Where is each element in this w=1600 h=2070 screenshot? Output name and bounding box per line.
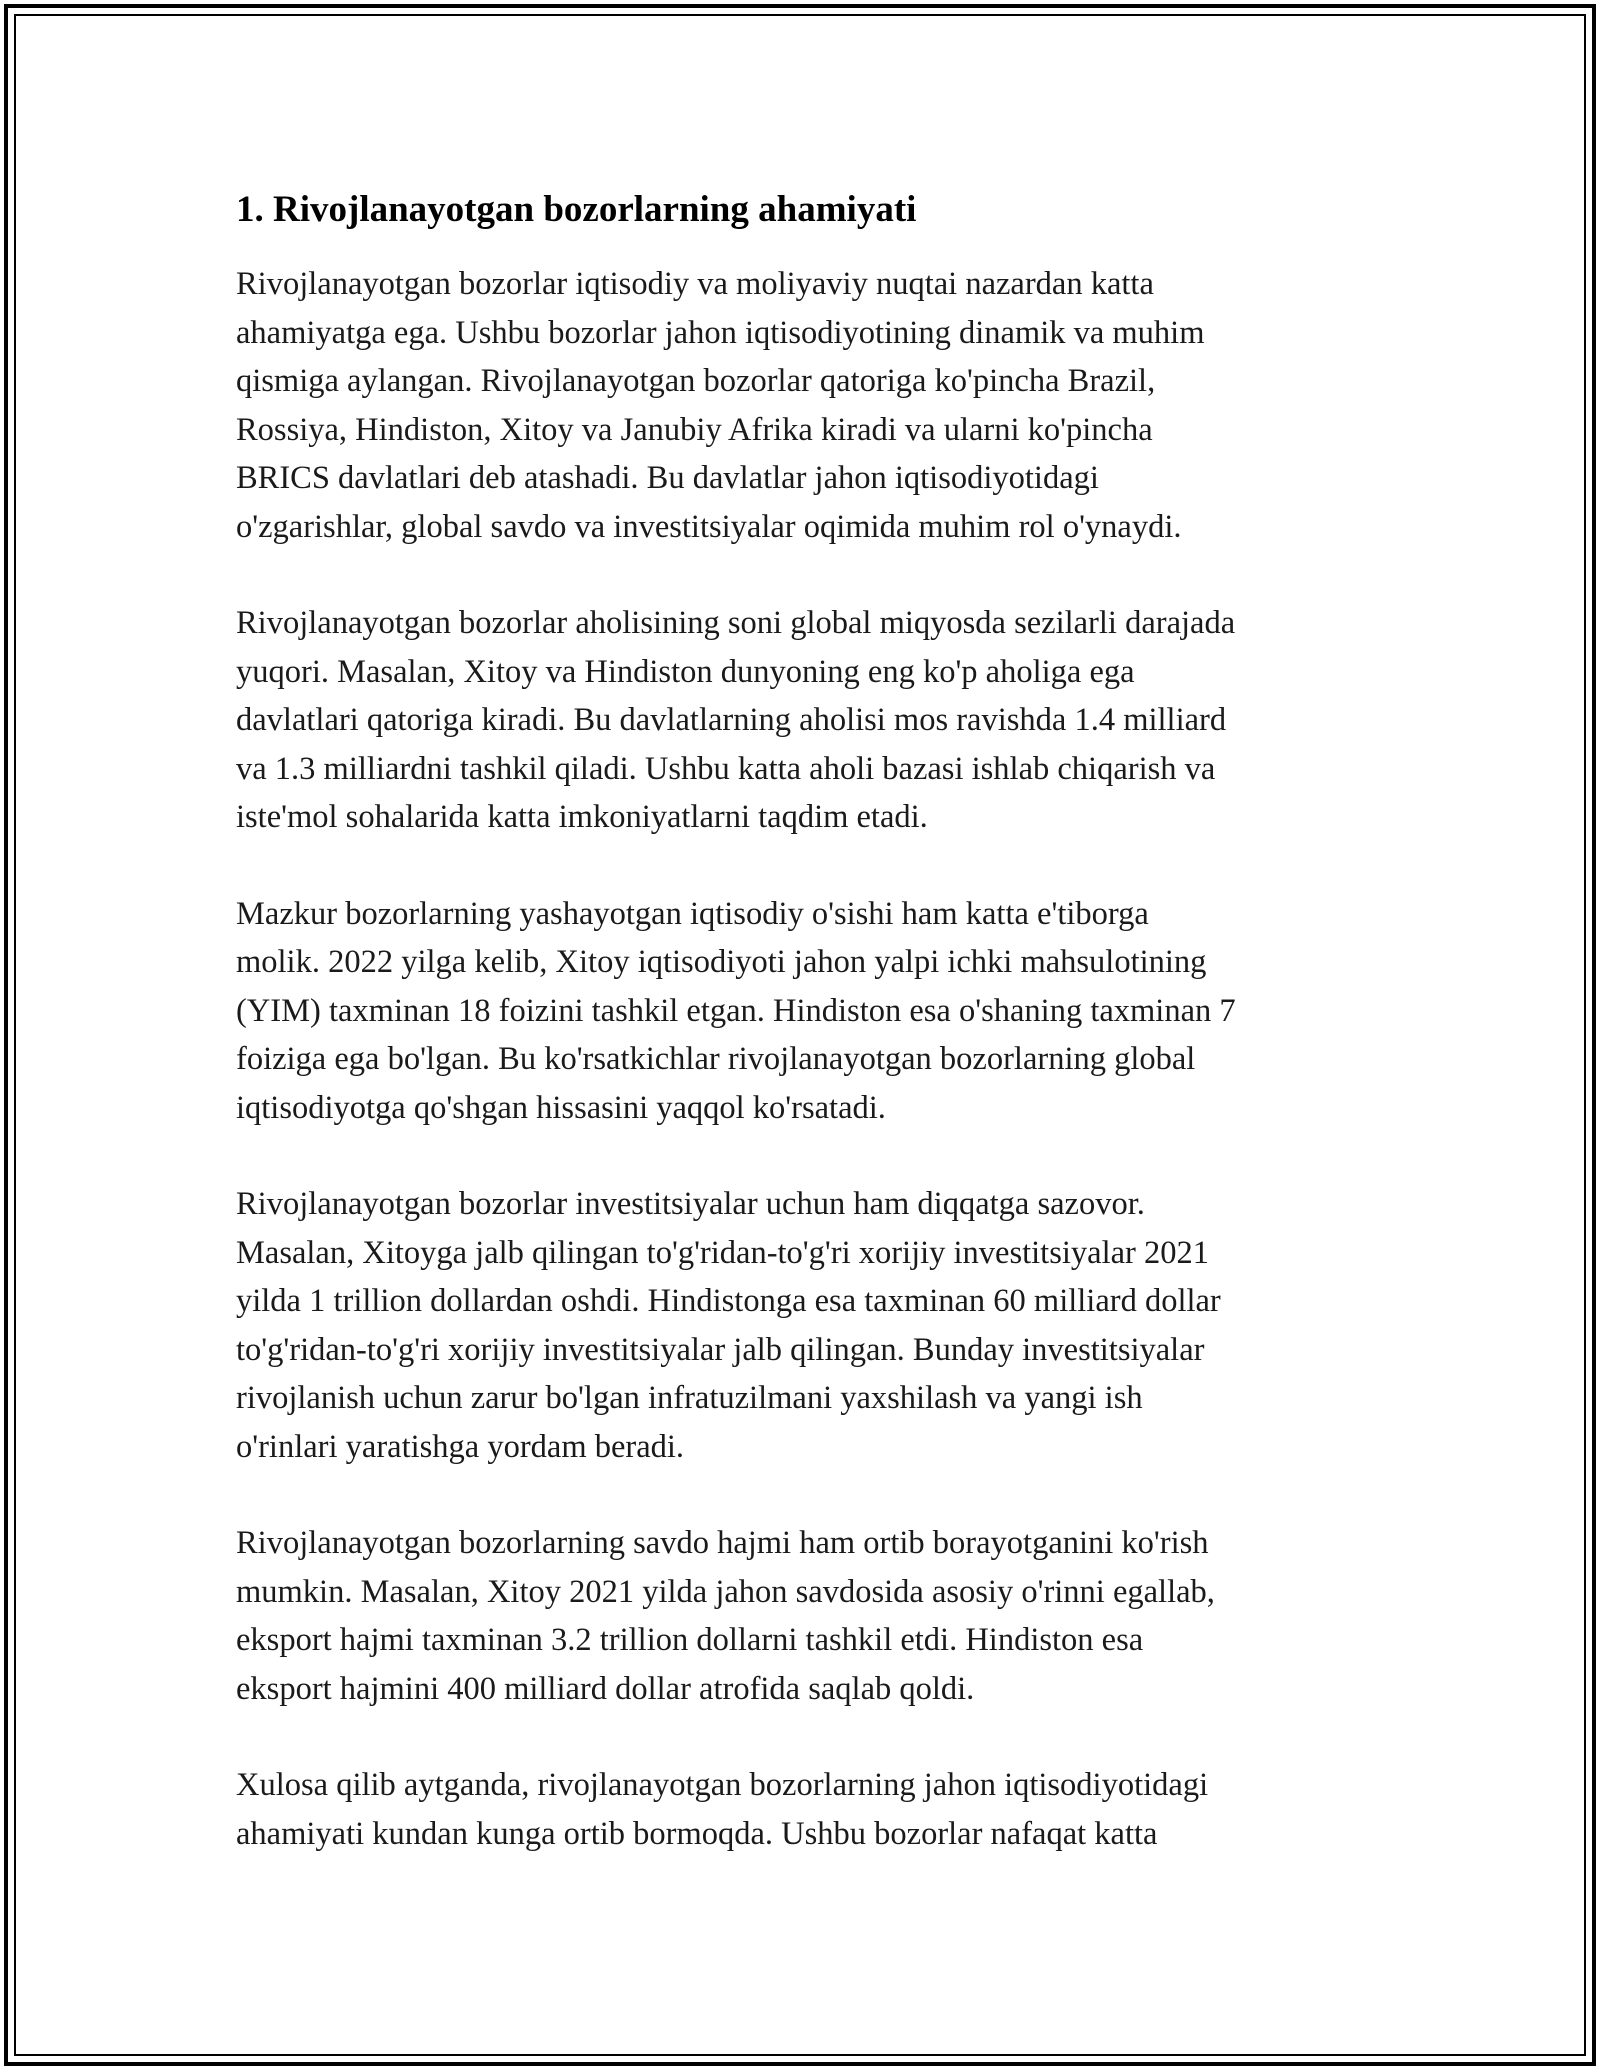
text-line: to'g'ridan-to'g'ri xorijiy investitsiyalar jalb qilingan. Bunday investitsiyalar [236,1331,1205,1368]
text-line: eksport hajmini 400 milliard dollar atrofida saqlab qoldi. [236,1670,975,1707]
text-line: Mazkur bozorlarning yashayotgan iqtisodiy o'sishi ham katta e'tiborga [236,895,1149,932]
text-line: Rivojlanayotgan bozorlar aholisining soni global miqyosda sezilarli darajada [236,605,1236,641]
text-line: qismiga aylangan. Rivojlanayotgan bozorlar qatoriga ko'pincha Brazil, [236,363,1156,399]
text-line: BRICS davlatlari deb atashadi. Bu davlatlar jahon iqtisodiyotidagi [236,460,1099,496]
text-line: ahamiyati kundan kunga ortib bormoqda. Ushbu bozorlar nafaqat katta [236,1815,1158,1852]
paragraph-6 [236,1761,1396,1858]
paragraph-4 [236,1180,1396,1471]
text-line: Masalan, Xitoyga jalb qilingan to'g'ridan-to'g'ri xorijiy investitsiyalar 2021 [236,1234,1209,1271]
text-line: Rivojlanayotgan bozorlar iqtisodiy va moliyaviy nuqtai nazardan katta [236,266,1154,302]
text-line: Xulosa qilib aytganda, rivojlanayotgan bozorlarning jahon iqtisodiyotidagi [236,1767,1209,1803]
paragraph-1 [236,260,1396,551]
text-line: eksport hajmi taxminan 3.2 trillion dollarni tashkil etdi. Hindiston esa [236,1622,1144,1658]
paragraph-5 [236,1519,1396,1713]
text-line: o'rinlari yaratishga yordam beradi. [236,1428,685,1465]
text-line: yilda 1 trillion dollardan oshdi. Hindistonga esa taxminan 60 milliard dollar [236,1283,1221,1319]
text-line: va 1.3 milliardni tashkil qiladi. Ushbu katta aholi bazasi ishlab chiqarish va [236,750,1216,787]
text-line: Rivojlanayotgan bozorlarning savdo hajmi ham ortib borayotganini ko'rish [236,1525,1209,1561]
section-heading: 1. Rivojlanayotgan bozorlarning ahamiyati [236,189,917,230]
text-line: yuqori. Masalan, Xitoy va Hindiston dunyoning eng ko'p aholiga ega [236,653,1135,690]
text-line: molik. 2022 yilga kelib, Xitoy iqtisodiyoti jahon yalpi ichki mahsulotining [236,944,1207,980]
text-line: davlatlari qatoriga kiradi. Bu davlatlarning aholisi mos ravishda 1.4 milliard [236,702,1227,738]
text-line: foiziga ega bo'lgan. Bu ko'rsatkichlar rivojlanayotgan bozorlarning global [236,1041,1196,1077]
text-line: iqtisodiyotga qo'shgan hissasini yaqqol ko'rsatadi. [236,1089,886,1126]
text-line: mumkin. Masalan, Xitoy 2021 yilda jahon savdosida asosiy o'rinni egallab, [236,1573,1215,1610]
text-line: ahamiyatga ega. Ushbu bozorlar jahon iqtisodiyotining dinamik va muhim [236,314,1205,351]
paragraph-3 [236,890,1396,1133]
text-line: Rossiya, Hindiston, Xitoy va Janubiy Afrika kiradi va ularni ko'pincha [236,411,1153,448]
text-line: (YIM) taxminan 18 foizini tashkil etgan. Hindiston esa o'shaning taxminan 7 [236,992,1236,1029]
paragraph-2 [236,599,1396,842]
text-line: Rivojlanayotgan bozorlar investitsiyalar uchun ham diqqatga sazovor. [236,1186,1145,1222]
text-line: o'zgarishlar, global savdo va investitsiyalar oqimida muhim rol o'ynaydi. [236,508,1182,545]
text-line: rivojlanish uchun zarur bo'lgan infratuzilmani yaxshilash va yangi ish [236,1380,1143,1416]
text-line: iste'mol sohalarida katta imkoniyatlarni taqdim etadi. [236,799,928,835]
document-body [236,186,1396,1906]
